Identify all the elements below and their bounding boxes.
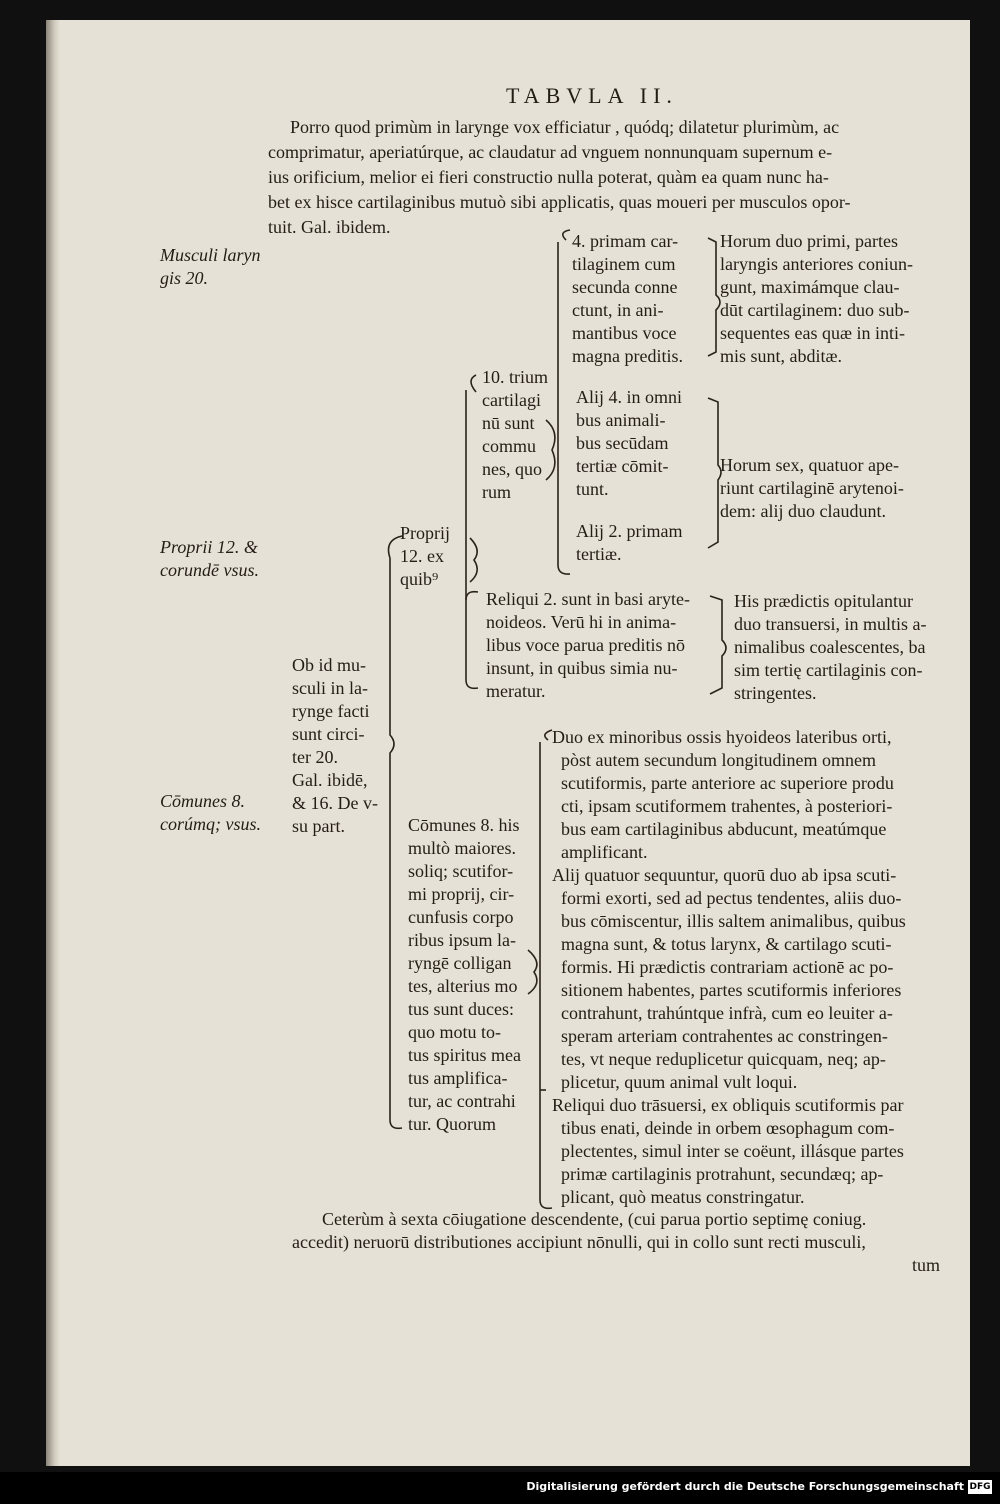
closing-line: Ceterùm à sexta cōiugatione descendente, (cui parua portio septimę coniug. [322,1209,867,1229]
communes-bracket [390,820,402,1128]
communes-node: Cōmunes 8. his multò maiores. soliq; scutifor- mi proprij, cir- cunfusis corpo ribus ipsum la- ryngē colligan tes, alterius mo tus sunt duces: quo motu to- tus spiritus mea tus amplifica- tur, ac contrahi tur. Quorum [408,815,521,1134]
page-header: TABVLA II. [506,83,678,108]
intro-line: ius orificium, melior ei fieri constructio nulla poterat, quàm ea quam nunc ha- [268,167,829,187]
communes-brace [528,950,537,994]
catchword: tum [912,1255,941,1275]
communes-right-bracket [540,730,552,1208]
intro-line: tuit. Gal. ibidem. [268,217,391,237]
duo-ex-node: Duo ex minoribus ossis hyoideos lateribus orti, pòst autem secundum longitudinem omnem scutiformis, parte anteriore ac superiore produ cti, ipsam scutiformem trahentes, à posteriori- bus eam cartilaginibus abducunt, meatúmque amplificant. [552,727,894,862]
quattuor-primam-node: 4. primam car- tilaginem cum secunda conne ctunt, in ani- mantibus voce magna preditis. [572,231,683,366]
his-node: His prædictis opitulantur duo transuersi, in multis a- nimalibus coalescentes, ba sim tertię cartilaginis con- stringentes. [734,591,927,703]
intro-line: comprimatur, aperiatúrque, ac claudatur ad vnguem nonnunquam supernum e- [268,142,833,162]
inner-bracket [558,230,570,574]
alij-quattuor-node: Alij 4. in omni bus animali- bus secūdam tertiæ cōmit- tunt. [576,387,683,499]
book-page [46,20,970,1466]
trium-node: 10. trium cartilagi nū sunt commu nes, quo rum [482,367,548,502]
intro-line: Porro quod primùm in larynge vox efficiatur , quódq; dilatetur plurimùm, ac [290,117,840,137]
alij-quatuor-node: Alij quatuor sequuntur, quorū duo ab ipsa scuti- formi exorti, sed ad pectus tendentes, aliis duo- bus cōmiscentur, illis saltem animalibus, quibus magna sunt, & totus larynx, & cartilago scuti- formis. Hi prædictis contrariam actionē ac po- sitionem habentes, partes scutiformis inferiores contrahunt, trahúntque infrà, cum eo leuiter a- speram arteriam contrahentes ac constringen- tes, vt neque reduplicetur quicquam, neq; ap- plicetur, quum animal vult loqui. [552,865,906,1092]
proprii-node: Proprij 12. ex quib⁹ [400,523,451,589]
closing-line: accedit) neruorū distributiones accipiunt nōnulli, qui in collo sunt recti musculi, [292,1232,866,1252]
margin-note-musculi: Musculi laryn gis 20. [160,245,261,288]
proprii-brace [470,538,477,582]
reliqui-bracket [466,592,478,600]
digitization-footer [0,1472,1000,1504]
intro-line: bet ex hisce cartilaginibus mutuò sibi applicatis, quas moueri per musculos opor- [268,192,851,212]
trium-bracket [466,375,478,688]
footer-text: Digitalisierung gefördert durch die Deutsche Forschungsgemeinschaft [526,1480,964,1493]
alij-duo-node: Alij 2. primam tertiæ. [576,521,683,564]
horum-sex-node: Horum sex, quatuor ape- riunt cartilaginē arytenoi- dem: alij duo claudunt. [720,455,904,521]
root-node: Ob id mu- sculi in la- rynge facti sunt circi- ter 20. Gal. ibidē, & 16. De v- su part. [292,655,378,836]
root-brace [390,660,394,820]
margin-note-communes: Cōmunes 8. corúmq; vsus. [160,791,261,834]
his-brace [710,596,726,694]
horum-duo-node: Horum duo primi, partes laryngis anteriores coniun- gunt, maximámque clau- dūt cartilaginem: duo sub- sequentes eas quæ in inti- mis sunt, abditæ. [720,231,913,366]
dfg-logo: DFG [969,1482,991,1492]
quattuor-brace [708,238,720,356]
margin-note-proprii: Proprii 12. & corundē vsus. [160,537,259,580]
reliqui-duo-node: Reliqui duo trāsuersi, ex obliquis scutiformis par tibus enati, deinde in orbem œsophagum com- plectentes, simul inter se coëunt, illásque partes primæ cartilaginis protrahunt, secundæq; ap- plicant, quò meatus constringatur. [552,1095,904,1207]
reliqui-node: Reliqui 2. sunt in basi aryte- noideos. Verū hi in anima- libus voce parua preditis nō insunt, in quibus simia nu- meratur. [486,589,690,701]
